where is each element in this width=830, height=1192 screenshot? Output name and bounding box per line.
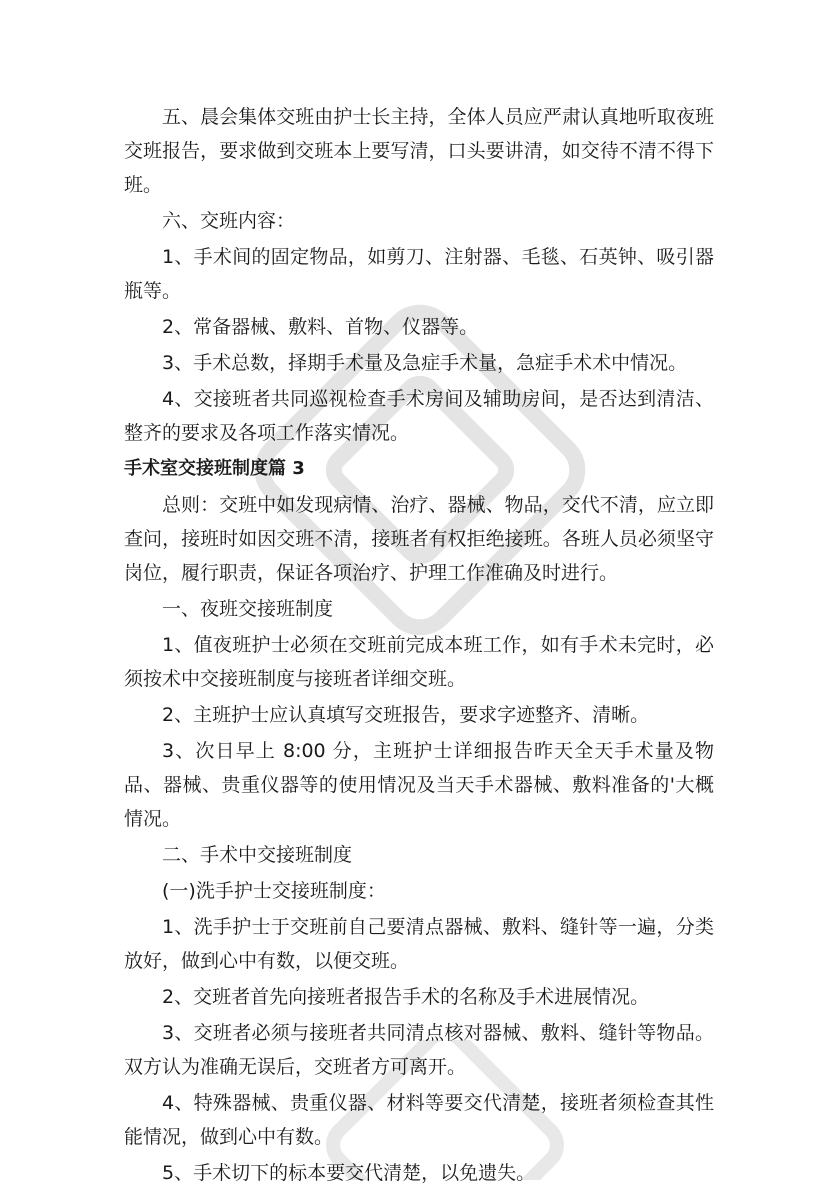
paragraph: (一)洗手护士交接班制度： bbox=[162, 880, 386, 902]
document-body bbox=[124, 100, 714, 1192]
paragraph: 3、手术总数，择期手术量及急症手术量，急症手术术中情况。 bbox=[162, 352, 688, 374]
paragraph: 六、交班内容： bbox=[162, 210, 296, 232]
paragraph: 5、手术切下的标本要交代清楚，以免遗失。 bbox=[162, 1162, 536, 1184]
paragraph: 1、洗手护士于交班前自己要清点器械、敷料、缝针等一遍，分类放好，做到心中有数，以便交班。 bbox=[124, 916, 714, 972]
paragraph: 五、晨会集体交班由护士长主持，全体人员应严肃认真地听取夜班交班报告，要求做到交班本上要写清，口头要讲清，如交待不清不得下班。 bbox=[124, 106, 714, 196]
section-heading: 手术室交接班制度篇 3 bbox=[124, 458, 305, 479]
paragraph: 2、常备器械、敷料、首物、仪器等。 bbox=[162, 316, 479, 338]
paragraph: 3、次日早上 8:00 分，主班护士详细报告昨天全天手术量及物品、器械、贵重仪器等的使用情况及当天手术器械、敷料准备的'大概情况。 bbox=[124, 740, 714, 830]
paragraph: 4、交接班者共同巡视检查手术房间及辅助房间，是否达到清洁、整齐的要求及各项工作落实情况。 bbox=[124, 388, 714, 444]
paragraph: 4、特殊器械、贵重仪器、材料等要交代清楚，接班者须检查其性能情况，做到心中有数。 bbox=[124, 1092, 714, 1148]
paragraph: 1、手术间的固定物品，如剪刀、注射器、毛毯、石英钟、吸引器瓶等。 bbox=[124, 246, 714, 302]
paragraph: 2、交班者首先向接班者报告手术的名称及手术进展情况。 bbox=[162, 986, 650, 1008]
paragraph: 2、主班护士应认真填写交班报告，要求字迹整齐、清晰。 bbox=[162, 704, 650, 726]
paragraph: 总则：交班中如发现病情、治疗、器械、物品，交代不清，应立即查问，接班时如因交班不清，接班者有权拒绝接班。各班人员必须坚守岗位，履行职责，保证各项治疗、护理工作准确及时进行。 bbox=[124, 494, 714, 584]
paragraph: 一、夜班交接班制度 bbox=[162, 598, 334, 620]
paragraph: 二、手术中交接班制度 bbox=[162, 844, 353, 866]
paragraph: 3、交班者必须与接班者共同清点核对器械、敷料、缝针等物品。双方认为准确无误后，交班者方可离开。 bbox=[124, 1022, 714, 1078]
paragraph: 1、值夜班护士必须在交班前完成本班工作，如有手术未完时，必须按术中交接班制度与接班者详细交班。 bbox=[124, 634, 714, 690]
